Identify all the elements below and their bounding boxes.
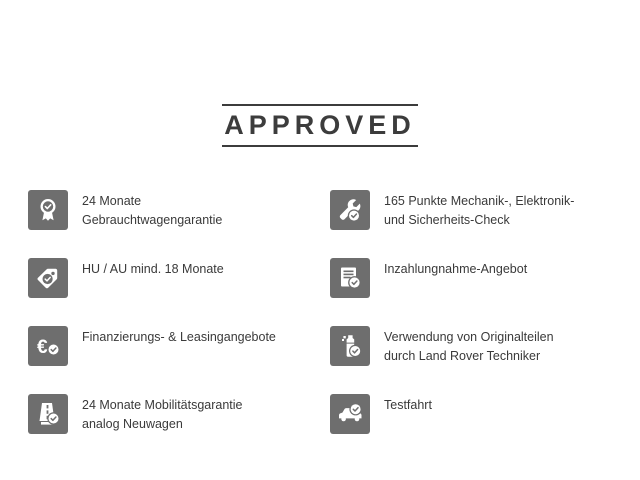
feature-item (330, 326, 640, 372)
feature-label: Inzahlungnahme-Angebot (384, 262, 528, 276)
feature-label: 24 Monate Mobilitätsgarantie analog Neuwagen (82, 398, 243, 431)
feature-label: 24 Monate Gebrauchtwagengarantie (82, 194, 223, 227)
feature-item (330, 190, 640, 236)
feature-label: 165 Punkte Mechanik-, Elektronik- und Sicherheits-Check (384, 194, 575, 227)
feature-label: Verwendung von Originalteilen durch Land Rover Techniker (384, 330, 554, 363)
feature-item (330, 258, 640, 304)
svg-text:€: € (37, 337, 48, 358)
document-check-icon (330, 258, 370, 298)
feature-item (330, 394, 640, 440)
tag-check-icon (28, 258, 68, 298)
feature-label: HU / AU mind. 18 Monate (82, 262, 224, 276)
feature-item (28, 258, 320, 304)
feature-item (28, 190, 320, 236)
feature-label: Finanzierungs- & Leasingangebote (82, 330, 276, 344)
page-title-block (0, 104, 640, 147)
feature-column-right (320, 190, 640, 462)
page-title-rule (222, 104, 418, 147)
road-check-icon (28, 394, 68, 434)
euro-check-icon (28, 326, 68, 366)
feature-label: Testfahrt (384, 398, 432, 412)
badge-ribbon-check-icon (28, 190, 68, 230)
feature-item (28, 326, 320, 372)
feature-column-left (0, 190, 320, 462)
feature-item (28, 394, 320, 440)
feature-columns (0, 190, 640, 462)
page-title: APPROVED (224, 110, 416, 140)
spray-parts-check-icon (330, 326, 370, 366)
car-check-icon (330, 394, 370, 434)
wrench-check-icon (330, 190, 370, 230)
